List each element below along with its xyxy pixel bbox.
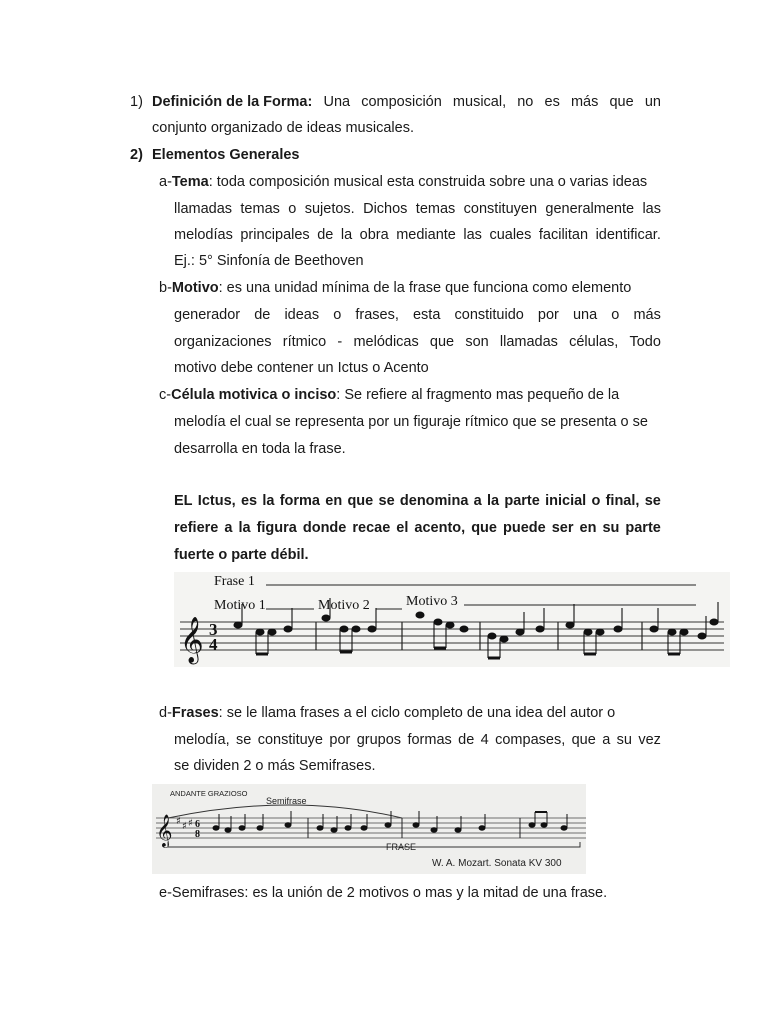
semifrases-line: e-Semifrases: es la unión de 2 motivos o mas y la mitad de una frase. <box>159 885 608 901</box>
celula-line2: melodía el cual se representa por un figuraje rítmico que se presenta o se <box>174 414 648 430</box>
frases-line3: se dividen 2 o más Semifrases. <box>174 758 376 774</box>
item2-number: 2) <box>130 147 143 163</box>
item1-line2: conjunto organizado de ideas musicales. <box>152 120 414 136</box>
frases-line2: melodía, se constituye por grupos formas de 4 compases, que a su vez <box>174 732 661 748</box>
tema-line4: Ej.: 5° Sinfonía de Beethoven <box>174 253 364 269</box>
frases-line1: d-Frases: se le llama frases a el ciclo completo de una idea del autor o <box>159 705 616 721</box>
frases-term: Frases <box>171 705 219 721</box>
svg-text:6: 6 <box>195 819 200 830</box>
semifrase-label: Semifrase <box>266 796 307 806</box>
svg-text:♯: ♯ <box>188 818 193 829</box>
treble-clef-icon: 𝄞 <box>180 617 204 663</box>
frase-1-label: Frase 1 <box>214 574 255 589</box>
score-mozart <box>152 784 586 874</box>
celula-line1: c-Célula motivica o inciso: Se refiere al fragmento mas pequeño de la <box>159 387 620 403</box>
motivo-line3: organizaciones rítmico - melódicas que son llamadas células, Todo <box>174 334 661 350</box>
frase-label: FRASE <box>386 842 417 852</box>
time-signature-top: 3 <box>209 620 218 639</box>
item1-line1: Definición de la Forma: Una composición musical, no es más que un <box>152 94 661 110</box>
motivo-2-label: Motivo 2 <box>318 598 370 613</box>
motivo-line2: generador de ideas o frases, esta constituido por una o más <box>174 307 661 323</box>
tema-term: Tema <box>171 174 209 190</box>
motivo-1-label: Motivo 1 <box>214 598 266 613</box>
item1-number: 1) <box>130 94 143 110</box>
ictus-line1: EL Ictus, es la forma en que se denomina a la parte inicial o final, se <box>174 493 661 509</box>
motivo-line1: b-Motivo: es una unidad mínima de la frase que funciona como elemento <box>159 280 632 296</box>
item1-term: Definición de la Forma: <box>152 94 313 110</box>
tema-line1: a-Tema: toda composición musical esta construida sobre una o varias ideas <box>159 174 648 190</box>
motivo-term: Motivo <box>171 280 219 296</box>
celula-line3: desarrolla en toda la frase. <box>174 441 346 457</box>
motivo-line4: motivo debe contener un Ictus o Acento <box>174 360 429 376</box>
item2-heading: Elementos Generales <box>152 147 300 163</box>
treble-clef-icon: 𝄞 <box>156 814 173 847</box>
svg-text:♯: ♯ <box>176 816 181 827</box>
score-beethoven <box>174 572 730 667</box>
celula-term: Célula motivica o inciso <box>171 387 337 403</box>
mozart-credit: W. A. Mozart. Sonata KV 300 <box>432 858 562 869</box>
ictus-line2: refiere a la figura donde recae el acento, que puede ser en su parte <box>174 520 661 536</box>
ictus-line3: fuerte o parte débil. <box>174 547 309 563</box>
svg-text:8: 8 <box>195 829 200 840</box>
tema-line3: melodías principales de la obra mediante las cuales facilitan identificar. <box>174 227 661 243</box>
time-signature-bottom: 4 <box>209 635 218 654</box>
tempo-marking: ANDANTE GRAZIOSO <box>170 789 248 798</box>
motivo-3-label: Motivo 3 <box>406 594 458 609</box>
tema-line2: llamadas temas o sujetos. Dichos temas constituyen generalmente las <box>174 201 661 217</box>
svg-text:♯: ♯ <box>182 821 187 832</box>
